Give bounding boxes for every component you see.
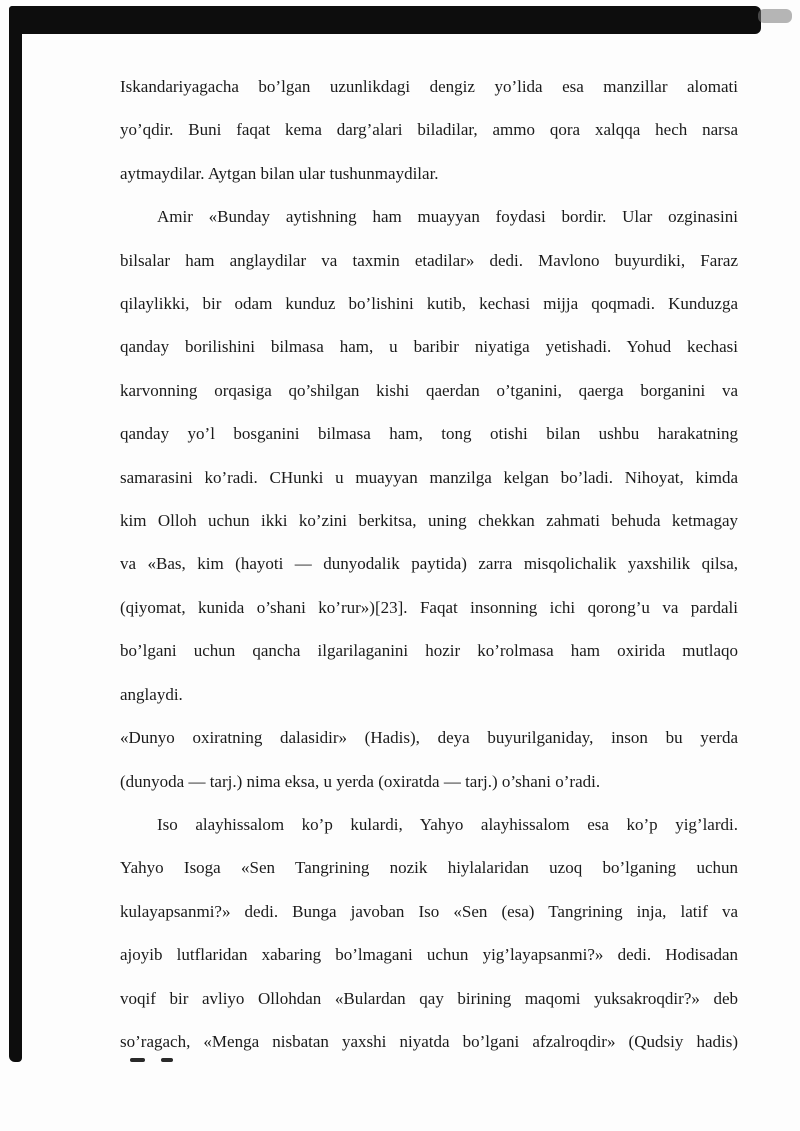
text-line: bilsalar ham anglaydilar va taxmin etadilar» dedi. Mavlono buyurdiki, Faraz	[120, 250, 738, 270]
text-line: Iso alayhissalom ko’p kulardi, Yahyo alayhissalom esa ko’p yig’lardi.	[157, 814, 738, 834]
text-line: kulayapsanmi?» dedi. Bunga javoban Iso «Sen (esa) Tangrining inja, latif va	[120, 901, 738, 921]
text-line: qanday yo’l bosganini bilmasa ham, tong otishi bilan ushbu harakatning	[120, 424, 738, 444]
text-line: yo’qdir. Buni faqat kema darg’alari biladilar, ammo qora xalqqa hech narsa	[120, 120, 738, 140]
text-line: va «Bas, kim (hayoti — dunyodalik paytida) zarra misqolichalik yaxshilik qilsa,	[120, 554, 738, 574]
text-line: Iskandariyagacha bo’lgan uzunlikdagi dengiz yo’lida esa manzillar alomati	[120, 77, 738, 96]
text-line: voqif bir avliyo Ollohdan «Bulardan qay birining maqomi yuksakroqdir?» deb	[120, 988, 738, 1008]
text-line: Yahyo Isoga «Sen Tangrining nozik hiylalaridan uzoq bo’lganing uchun	[120, 858, 738, 878]
scan-edge-top	[9, 6, 761, 34]
scan-edge-left	[9, 6, 22, 1062]
text-line: (qiyomat, kunida o’shani ko’rur»)[23]. Faqat insonning ichi qorong’u va pardali	[120, 597, 738, 617]
text-line: Amir «Bunday aytishning ham muayyan foydasi bordir. Ular ozginasini	[157, 207, 738, 227]
text-line: bo’lgani uchun qancha ilgarilaganini hozir ko’rolmasa ham oxirida mutlaqo	[120, 641, 738, 661]
text-line: anglaydi.	[120, 684, 183, 704]
text-line: ajoyib lutflaridan xabaring bo’lmagani uchun yig’layapsanmi?» dedi. Hodisadan	[120, 945, 738, 965]
text-line: qilaylikki, bir odam kunduz bo’lishini kutib, kechasi mijja qoqmadi. Kunduzga	[120, 294, 738, 314]
text-line: «Dunyo oxiratning dalasidir» (Hadis), deya buyurilganiday, inson bu yerda	[120, 728, 738, 748]
text-line: so’ragach, «Menga nisbatan yaxshi niyatda bo’lgani afzalroqdir» (Qudsiy hadis)	[120, 1031, 738, 1051]
text-line: kim Olloh uchun ikki ko’zini berkitsa, uning chekkan zahmati behuda ketmagay	[120, 511, 738, 531]
text-line: (dunyoda — tarj.) nima eksa, u yerda (oxiratda — tarj.) o’shani o’radi.	[120, 771, 601, 791]
text-line: samarasini ko’radi. CHunki u muayyan manzilga kelgan bo’ladi. Nihoyat, kimda	[120, 467, 738, 487]
text-line: aytmaydilar. Aytgan bilan ular tushunmaydilar.	[120, 163, 439, 183]
text-line: karvonning orqasiga qo’shilgan kishi qaerdan o’tganini, qaerga borganini va	[120, 380, 738, 400]
text-line: qanday borilishini bilmasa ham, u baribir niyatiga yetishadi. Yohud kechasi	[120, 337, 738, 357]
text-block	[120, 65, 738, 1063]
scan-edge-top-fade	[758, 9, 792, 23]
